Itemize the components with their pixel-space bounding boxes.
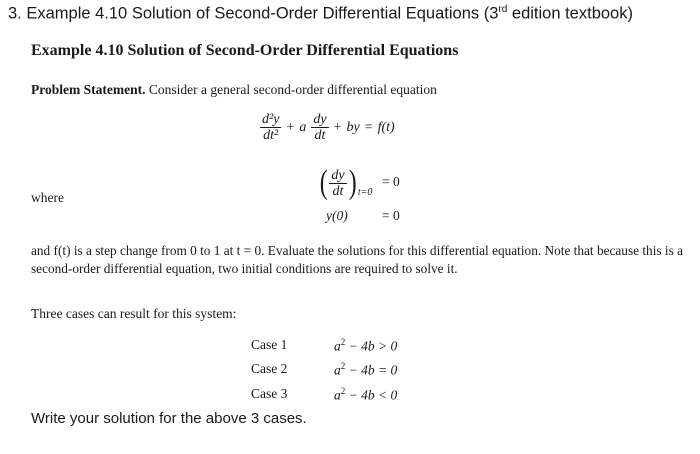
problem-label: Problem Statement. — [31, 82, 146, 97]
cases-label: Three cases can result for this system: — [31, 306, 237, 321]
case-3-rest: − 4b < 0 — [345, 387, 398, 403]
case-2-a: a — [334, 362, 341, 378]
ic1-numerator: dy — [331, 167, 345, 183]
ic1-subscript: t=0 — [357, 187, 373, 198]
case-1-condition — [334, 337, 397, 355]
case-3-a: a — [334, 387, 341, 403]
second-derivative-term — [260, 112, 281, 143]
left-paren: ( — [319, 164, 328, 201]
case-1-a: a — [334, 338, 341, 354]
where-label: where — [31, 190, 64, 205]
first-derivative-term — [311, 112, 328, 143]
ic1-denominator: dt — [332, 183, 344, 199]
case-1-exponent: 2 — [340, 337, 346, 347]
ic2-value: = 0 — [382, 208, 400, 223]
question-prefix: 3. Example 4.10 Solution of Second-Order Differential Equations (3 — [8, 4, 499, 23]
question-header — [8, 4, 633, 24]
ic1-fraction — [329, 168, 346, 199]
problem-paragraph: and f(t) is a step change from 0 to 1 at t = 0. Evaluate the solutions for this differential equation. Note that because this is a second-order differential equation, two initial conditions are required to solve it. — [31, 243, 683, 276]
case-3-label: Case 3 — [251, 386, 288, 401]
plus-sign-1: + — [286, 119, 295, 135]
edition-superscript: rd — [498, 4, 508, 15]
case-1-rest: − 4b > 0 — [345, 338, 398, 354]
coefficient-a: a — [299, 119, 307, 135]
ic1-value: = 0 — [382, 174, 400, 189]
case-2-rest: − 4b = 0 — [345, 362, 398, 378]
term1-numerator: d²y — [262, 112, 280, 127]
equals-sign: = — [364, 119, 373, 135]
footer-instruction: Write your solution for the above 3 cases. — [31, 410, 307, 427]
differential-equation — [260, 112, 395, 143]
term2-denominator: dt — [314, 128, 326, 143]
question-suffix: edition textbook) — [507, 4, 633, 23]
right-paren: ) — [348, 164, 357, 201]
plus-sign-2: + — [333, 119, 342, 135]
case-2-label: Case 2 — [251, 361, 288, 376]
term1-denominator: dt² — [263, 128, 279, 143]
forcing-function: f(t) — [377, 119, 395, 135]
example-title: Example 4.10 Solution of Second-Order Differential Equations — [31, 42, 459, 59]
case-2-condition — [334, 361, 397, 379]
case-1-label: Case 1 — [251, 337, 288, 352]
term-by: by — [346, 119, 360, 135]
case-3-condition — [334, 386, 397, 404]
case-2-exponent: 2 — [340, 361, 346, 371]
problem-text: Consider a general second-order differential equation — [145, 82, 437, 97]
problem-statement — [31, 82, 437, 98]
initial-condition-y: y(0) — [326, 208, 348, 223]
term2-numerator: dy — [313, 112, 327, 127]
initial-condition-derivative — [318, 166, 372, 200]
case-3-exponent: 2 — [340, 386, 346, 396]
